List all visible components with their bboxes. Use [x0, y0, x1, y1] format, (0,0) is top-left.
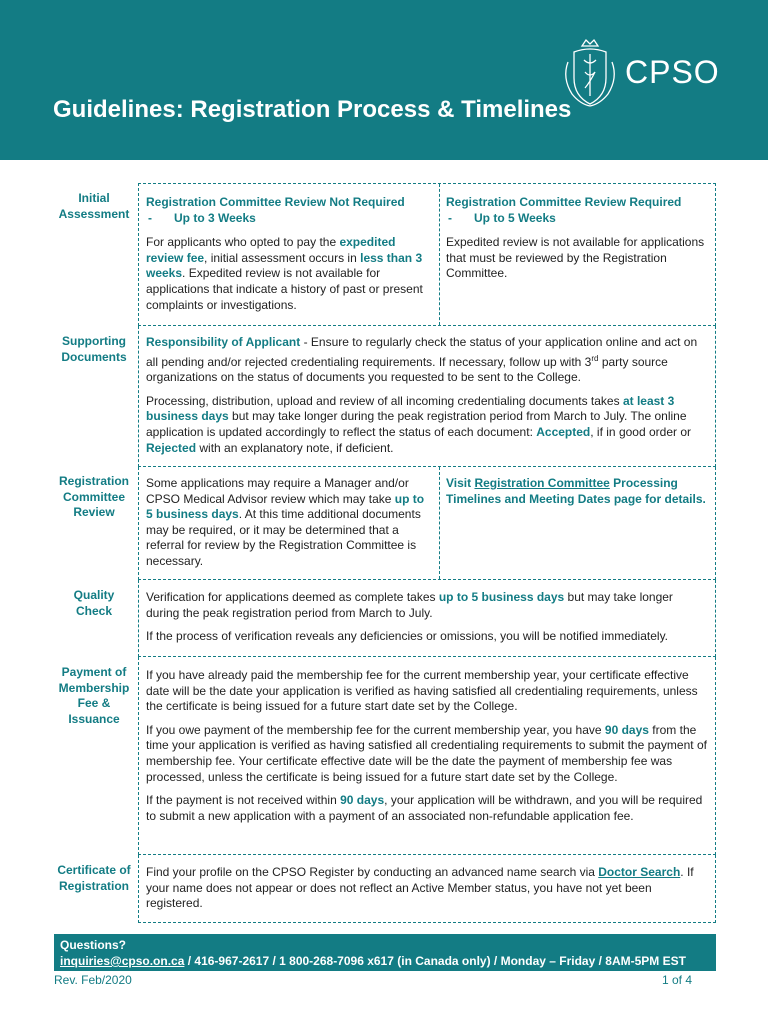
section-box	[138, 657, 716, 855]
cpso-logo	[560, 38, 740, 110]
section-label: Certificate of Registration	[57, 863, 131, 893]
email-link[interactable]: inquiries@cpso.on.ca	[60, 954, 185, 968]
doctor-search-link[interactable]: Doctor Search	[598, 865, 681, 879]
withdrawn-paragraph: If the payment is not received within 90 days, your application will be withdrawn, and you will be required to submit a new application with a payment of an associated non-refundable application fee.	[146, 793, 703, 823]
payment-section	[54, 657, 716, 855]
header-banner	[0, 0, 768, 160]
section-label: Registration Committee Review	[58, 474, 129, 519]
timeline-bullet: - Up to 5 Weeks	[448, 210, 556, 225]
committee-review-section	[54, 467, 716, 580]
column-text: Expedited review is not available for applications that must be reviewed by the Registration Committee.	[446, 235, 705, 281]
page-number: 1 of 4	[661, 973, 692, 987]
committee-link-column	[439, 467, 715, 579]
section-label: Initial Assessment	[58, 191, 130, 221]
processing-paragraph: Processing, distribution, upload and review of all incoming credentialing documents takes at least 3 business days but may take longer during the peak registration period from March to July. The online application is updated accordingly to reflect the status of each document: Accepted, if in good order or Rejected with an explanatory note, if deficient.	[146, 393, 691, 455]
deficiency-paragraph: If the process of verification reveals any deficiencies or omissions, you will be notified immediately.	[146, 629, 669, 644]
section-box	[138, 855, 716, 923]
column-text: For applicants who opted to pay the expedited review fee, initial assessment occurs in less than 3 weeks. Expedited review is not available for applications that indicate a history of past or present complaints or investigations.	[146, 235, 423, 312]
contact-line: inquiries@cpso.on.ca / 416-967-2617 / 1 800-268-7096 x617 (in Canada only) / Monday – Friday / 8AM-5PM EST	[60, 954, 686, 968]
verification-paragraph: Verification for applications deemed as complete takes up to 5 business days but may take longer during the peak registration period from March to July.	[146, 590, 673, 620]
column-heading: Registration Committee Review Not Required	[146, 195, 405, 209]
certificate-paragraph: Find your profile on the CPSO Register by conducting an advanced name search via Doctor Search. If your name does not appear or does not reflect an Active Member status, you have not yet been registered.	[146, 865, 694, 911]
questions-heading: Questions?	[60, 938, 127, 952]
revision-date: Rev. Feb/2020	[54, 973, 132, 987]
review-required-column	[439, 184, 715, 325]
supporting-documents-section	[54, 326, 716, 467]
responsibility-paragraph: Responsibility of Applicant - Ensure to regularly check the status of your application online and act on all pending and/or rejected credentialing requirements. If necessary, follow up with 3rd party source organizations on the status of documents you requested to be sent to the College.	[146, 335, 698, 385]
quality-check-section	[54, 580, 716, 657]
column-heading: Registration Committee Review Required	[446, 195, 682, 209]
paid-paragraph: If you have already paid the membership fee for the current membership year, your certificate effective date will be the date your application is verified as having satisfied all credentialing requirements, unless the certificate is being issued for a future start date set by the College.	[146, 668, 698, 714]
section-box	[138, 467, 716, 580]
section-label: Payment of Membership Fee & Issuance	[58, 665, 130, 726]
manager-review-column	[139, 467, 440, 579]
certificate-section	[54, 855, 716, 923]
section-label: Quality Check	[73, 588, 115, 618]
questions-bar	[54, 934, 716, 971]
section-box	[138, 326, 716, 467]
column-text: Some applications may require a Manager and/or CPSO Medical Advisor review which may take up to 5 business days. At this time additional documents may be required, or it may be determined that a referral for review by the Registration Committee is necessary.	[146, 476, 425, 568]
section-box	[138, 580, 716, 657]
page-title: Guidelines: Registration Process & Timelines	[53, 96, 572, 123]
timeline-bullet: - Up to 3 Weeks	[148, 210, 256, 225]
visit-text: Visit Registration Committee Processing Timelines and Meeting Dates page for details.	[446, 476, 706, 506]
owe-paragraph: If you owe payment of the membership fee for the current membership year, you have 90 days from the time your application is verified as having satisfied all credentialing requirements to submit the payment of membership fee. Your certificate effective date will be the date the payment of membership fee was processed, unless the certificate is being issued for a future start date set by the College.	[146, 722, 707, 784]
logo-wordmark: CPSO	[625, 54, 720, 90]
initial-assessment-section	[54, 183, 716, 326]
section-box	[138, 183, 716, 326]
review-not-required-column	[139, 184, 440, 325]
registration-committee-link[interactable]: Registration Committee	[474, 476, 610, 490]
section-label: Supporting Documents	[61, 334, 127, 364]
